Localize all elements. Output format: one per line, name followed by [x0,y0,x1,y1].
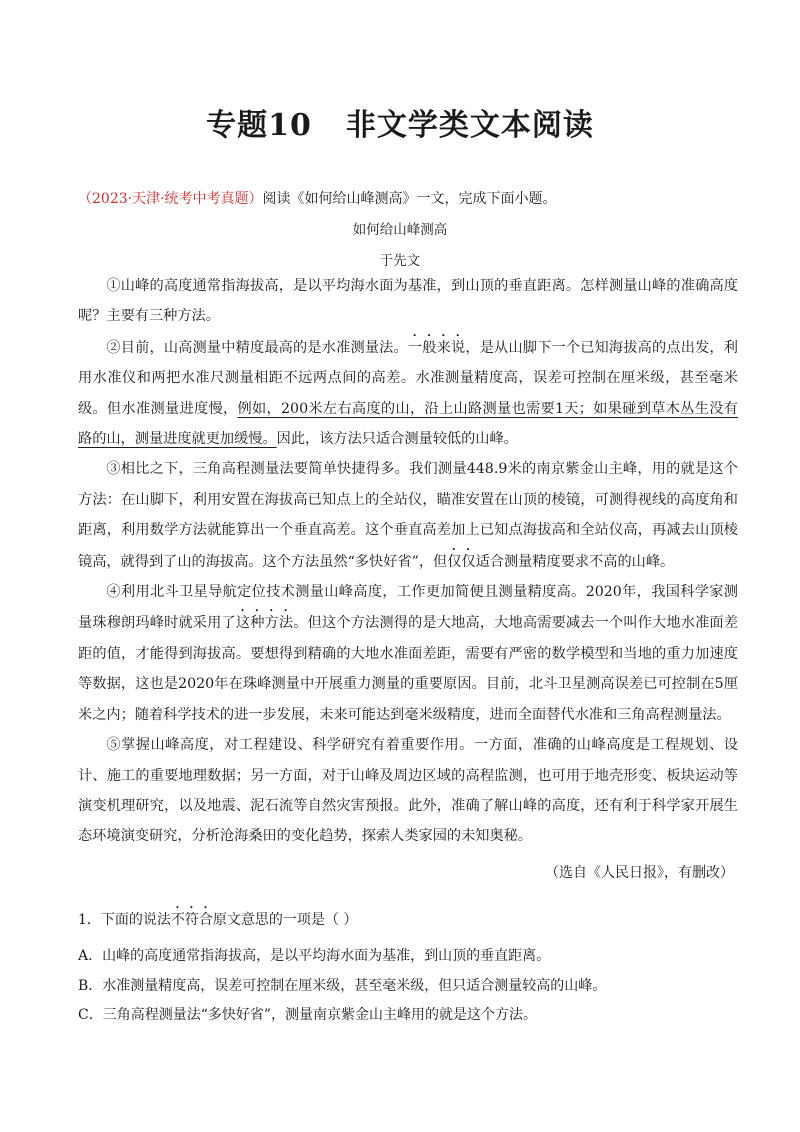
question-1-stem [78,904,357,929]
option-c: C．三角高程测量法“多快好省”，测量南京紫金山主峰用的就是这个方法。 [78,1007,538,1023]
emphasized-phrase: 仅仅 [447,553,476,570]
underlined-sentence: 例如，200米左右高度的山，沿上山路测量也需要1天；如果碰到草木丛生没有路的山，测量进度就更加缓慢。 [78,400,738,448]
question-text: 1．下面的说法 [78,912,171,928]
exam-source-tag: （2023·天津·统考中考真题） [78,191,263,207]
article-body [78,271,738,852]
paragraph-2-text: ，是从山脚下一个已知海拔高的点出发，利用水准仪和两把水准尺测量相距不远两点间的高差。水准测量精度高，误差可控制在厘米级，甚至毫米级。但水准测量进度慢， [78,339,738,417]
article-author: 于先文 [379,253,421,269]
paragraph-5: ⑤掌握山峰高度，对工程建设、科学研究有着重要作用。一方面，准确的山峰高度是工程规划、设计、施工的重要地理数据；另一方面，对于山峰及周边区域的高程监测，也可用于地壳形变、板块运动等演变机理研究，以及地震、泥石流等自然灾害预报。此外，准确了解山峰的高度，还有利于科学家开展生态环境演变研究，分析沧海桑田的变化趋势，探索人类家园的未知奥秘。 [78,737,738,845]
paragraph-4 [78,577,738,730]
option-b: B．水准测量精度高，误差可控制在厘米级，甚至毫米级，但只适合测量较高的山峰。 [78,978,607,994]
paragraph-4-text: ④利用北斗卫星导航定位技术测量山峰高度，工作更加简便且测量精度高。2020年，我国科学家测量珠穆朗玛峰时就采用了 [78,584,738,632]
emphasized-phrase: 一般来说 [407,339,466,356]
paragraph-1: ①山峰的高度通常指海拔高，是以平均海水面为基准，到山顶的垂直距离。怎样测量山峰的准确高度呢？主要有三种方法。 [78,278,738,325]
paragraph-4-text: 。但这个方法测得的是大地高，大地高需要减去一个叫作大地水准面差距的值，才能得到海拔高。要想得到精确的大地水准面差距，需要有严密的数学模型和当地的重力加速度等数据，这也是2020年在珠峰测量中开展重力测量的重要原因。目前，北斗卫星测高误差已可控制在5厘米之内；随着科学技术的进一步发展，未来可能达到毫米级精度，进而全面替代水准和三角高程测量法。 [78,615,738,723]
paragraph-2-text: 因此，该方法只适合测量较低的山峰。 [276,431,518,448]
emphasized-phrase: 这种方法 [235,615,294,632]
paragraph-3-text: ③相比之下，三角高程测量法要简单快捷得多。我们测量448.9米的南京紫金山主峰，用的就是这个方法：在山脚下，利用安置在海拔高已知点上的全站仪，瞄准安置在山顶的棱镜，可测得视线的高度角和距离，利用数学方法就能算出一个垂直高差。这个垂直高差加上已知点海拔高和全站仪高，再减去山顶棱镜高，就得到了山的海拔高。这个方法虽然“多快好省”，但 [78,461,738,570]
page-title [0,100,800,144]
emphasized-phrase: 不符合 [170,912,213,928]
intro-instruction: 阅读《如何给山峰测高》一文，完成下面小题。 [262,191,557,207]
paragraph-2-text: ②目前，山高测量中精度最高的是水准测量法。 [106,339,408,356]
question-intro [78,188,738,208]
paragraph-3-text: 适合测量精度要求不高的山峰。 [475,553,675,570]
question-text: 原文意思的一项是（ ） [212,912,358,928]
title-topic-number: 专题10 [206,108,312,143]
option-a: A．山峰的高度通常指海拔高，是以平均海水面为基准，到山顶的垂直距离。 [78,948,551,964]
paragraph-2 [78,332,738,455]
article-title: 如何给山峰测高 [352,222,448,238]
article-source: （选自《人民日报》，有删改） [545,865,734,881]
paragraph-3 [78,454,738,577]
title-topic-name: 非文学类文本阅读 [345,108,594,143]
